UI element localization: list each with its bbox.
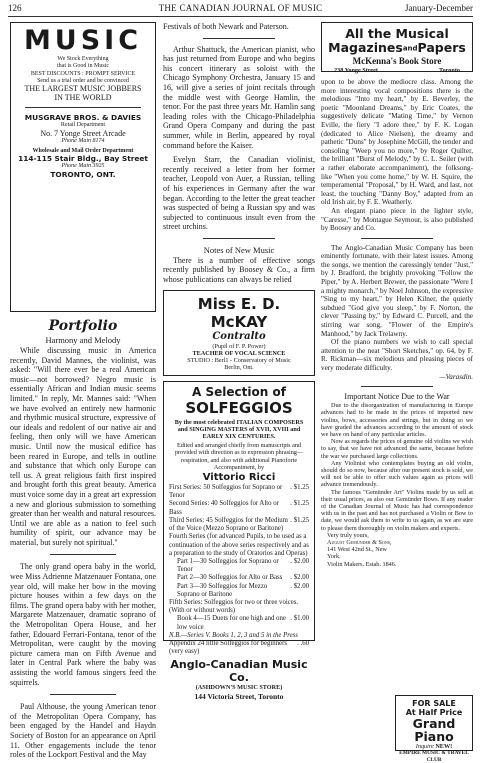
paragraph: Evelyn Starr, the Canadian violinist, recently received a letter from her former teacher, Leopold von Auer, a Russian, telling of his experiences in Germany after the war began. According to the letter the great teacher was suspected of being a Russian spy and was subjected to continuous insult even from the street urchins. xyxy=(163,155,315,232)
anglo-canadian-name: Anglo-Canadian Music Co. xyxy=(170,658,308,685)
portfolio-subheading: Harmony and Melody xyxy=(45,335,121,345)
retail-address: No. 7 Yonge Street Arcade xyxy=(40,128,126,138)
price-row-title: Fourth Series (for advanced Pupils, to be used as a continuation of the above series respectively and as a preparation to the study of Oratorios and Operas) xyxy=(169,533,309,557)
music-ad-line: BEST DISCOUNTS : PROMPT SERVICE xyxy=(30,71,136,78)
mckenna-store: McKenna's Book Store xyxy=(352,55,442,66)
divider xyxy=(361,238,433,239)
mckenna-magazines: Magazines xyxy=(328,40,403,55)
paragraph: upon to be above the mediocre class. Among the more interesting vocal compositions there is the melodious "Into my heart," by E. Beverley, the poetic "Moonland Dreams," by Eric Coates, the suggestively delicate "Mating Time," by Vernon Eville, the fiery "I adore thee," by F. K. Logan (dedicated to Alice Nielsen), the dreamy and pathetic "Duns" by Josephine McGill, the tender and consoling "Weep you no more," by Roger Quilter, the brilliant "Burst of Melody," by C. L. Seiler (with a rather elaborate accompaniment), the folksong-like "When you come home," by W. H. Squire, the temperamental "Proposal," by H. Ward, and last, not least, the touching "Danny Boy," adapted from an old Irish air, by F. E. Weatherly. xyxy=(321,78,473,207)
solfeggios-title: SOLFEGGIOS xyxy=(185,398,293,417)
sale-line2: At Half Price xyxy=(405,708,463,717)
signoff-line: Very truly yours, xyxy=(327,531,369,539)
price-row-price: . $1.25 xyxy=(290,484,309,492)
mckay-ad xyxy=(163,290,315,376)
price-row-title: Third Series: 45 Solfeggios for the Medium of the Voice (Mezzo Soprano or Baritone) xyxy=(169,516,288,533)
mckenna-ad xyxy=(321,22,473,72)
signoff-line: August Gemünder & Sons, xyxy=(327,539,392,547)
mckenna-city: Toronto xyxy=(439,66,460,74)
paragraph: Arthur Shattuck, the American pianist, who has just returned from Europe and who begins his concert itinerary as soloist with the Chicago Symphony Orchestra, January 15 and 16, will give a series of joint recitals through the middle west with George Hamlin, the tenor. For the past three years Mr. Hamlin sang leading roles with the Chicago-Philadelphia Grand Opera Company and during the past summer, while in Berlin, appeared by royal command before the Kaiser. xyxy=(163,44,315,150)
mckenna-line2 xyxy=(326,41,468,56)
retail-title: Retail Department xyxy=(60,122,106,129)
price-row xyxy=(169,583,309,599)
notes-heading: Notes of New Music xyxy=(203,244,275,255)
price-row-price: . .60 xyxy=(297,639,309,647)
solfeggios-edited: Edited and arranged chiefly from manuscripts and provided with direction as to expression phrasing—respiration, and also with additional Pianoforte Accompaniment, by xyxy=(174,442,304,471)
mckenna-line1: All the Musical xyxy=(345,26,449,41)
mckenna-address xyxy=(326,67,468,74)
signoff-line: Violin Makers. Estab. 1846. xyxy=(327,560,397,568)
signoff-line: 141 West 42nd St., New York. xyxy=(327,546,387,561)
header-rule xyxy=(8,16,473,17)
divider xyxy=(50,554,116,555)
price-row xyxy=(169,574,309,582)
city: TORONTO, ONT. xyxy=(50,169,116,179)
anglo-canadian-address: 144 Victoria Street, Toronto xyxy=(194,691,284,701)
price-row-title: First Series: 50 Solfeggios for Soprano or Tenor xyxy=(169,484,283,500)
price-row xyxy=(169,640,309,656)
music-ad-line: THE LARGEST MUSIC JOBBERS xyxy=(24,84,142,94)
mckay-teacher: TEACHER OF VOCAL SCIENCE xyxy=(192,349,286,357)
price-row-title: Second Series: 40 Solfeggios for Alto or Bass xyxy=(169,500,279,516)
mckay-voice: Contralto xyxy=(212,330,266,342)
price-row-title: Book 4—15 Duets for one high and one low voice xyxy=(177,615,286,631)
paragraph: The Anglo-Canadian Music Company has been eminently fortunate, with their latest issues. Among the songs, we mention the caressingly tender "Just," by J. Bradford, the brightly provoking "Follow the Piper," by A. Herbert Brewer, the passionate "Were I a mighty monarch," by Noel Johnson, the expressive "Sing to my heart," by Helen Kilner, the quietly subdued "God give you sleep," by F. Norton, the clever "Passing by," by Edward C. Purcell, and the stirring war song, "Flower of the Empire's Manhood," by Jack Trelawny. xyxy=(321,243,473,338)
price-row-title: Appendix 24 little Solfeggios for beginners (very easy) xyxy=(169,639,287,656)
price-row xyxy=(169,517,309,533)
paragraph: Any Violinist who contemplates buying an old violin, should do so now, because after our present stock is sold, we will not be able to offer such values again as prices will advance tremendously. xyxy=(321,459,473,489)
column-2 xyxy=(163,22,315,701)
notice-heading: Important Notice Due to the War xyxy=(344,392,450,402)
price-row-price: . $2.00 xyxy=(290,557,309,565)
paragraph: Of the piano numbers we wish to call special attention to the neat "Short Sketches," op. 64, by F. R. Rickman—six melodious and pleasing pieces of very moderate difficulty. xyxy=(321,338,473,372)
divider xyxy=(203,238,275,239)
sale-line1: FOR SALE xyxy=(412,699,456,708)
paragraph: There is a number of effective songs recently published by Boosey & Co., a firm whose publications can always be relied xyxy=(163,255,315,285)
price-row-price: . $2.00 xyxy=(290,582,309,590)
mckay-pupil: (Pupil of F. P. Power) xyxy=(212,342,266,350)
mckenna-street: 238 Yonge Street xyxy=(334,66,378,74)
solfeggios-editor: Vittorio Ricci xyxy=(202,472,276,484)
price-row-title: Fifth Series: Solfeggios for two or three voices. (With or without words) xyxy=(169,598,299,615)
solfeggios-by: By the most celebrated ITALIAN COMPOSERS and SINGING MASTERS of XVII, XVIII and EARLY XIX CENTURIES. xyxy=(174,418,304,441)
wholesale-address: 114-115 Stair Bldg., Bay Street xyxy=(18,154,148,164)
paragraph: Festivals of both Newark and Paterson. xyxy=(163,22,289,31)
wholesale-phone: Phone Main 3925 xyxy=(61,163,105,170)
music-ad-line: Send us a trial order and be convinced xyxy=(37,77,129,84)
paragraph: The famous "Gemünder Art" Violins made by us sell at their usual prices, as also our Gemünder Bows. If any reader of the Canadian Journal of Music has had correspondence with us in the past and has not purchased a Violin or Bow to date, we would ask them to write to us again, as we are sure to please them thoroughly on violin makers and experts. xyxy=(321,488,473,532)
divider xyxy=(25,107,141,108)
grand-piano-sale-ad xyxy=(395,695,473,763)
sale-new: NEW! xyxy=(435,743,453,750)
music-ad-line: IN THE WORLD xyxy=(54,93,112,103)
price-row xyxy=(169,615,309,631)
divider xyxy=(361,386,433,387)
mckenna-and: and xyxy=(402,44,418,53)
paragraph: Now as regards the prices of genuine old violins we wish to say, that we have not advanced the same, because before the war we purchased large collections. xyxy=(321,438,473,460)
paragraph: While discussing music in America recently, David Mannes, the violinist, was asked: "Will there ever be a real American music—not borrowed? Negro music is essentially African and Indian music seems limited." In reply, Mr. Mannes said: "When we have evolved an entirely new harmonic and rhythmic musical structure, expressive of our ideals and redolent of our native air and feeling, then only will we have American music. Until now the musical edifice has been reared in Europe, and tells in outline and substance that which only Europe can tell us. A great religious faith first inspired and brought forth this great beauty. America must voice some day in a great art expression a new and glorious submission to something greater than her wealth and natural resources. Until we are able as a nation to feel such humility of spirit, our advance may be material, but surely not spiritual." xyxy=(10,346,156,547)
price-row xyxy=(169,632,309,640)
paragraph: The only grand opera baby in the world, wee Miss Adrienne Matzenauer Fontana, one year old, will make her bow in the moving picture houses within a few days on the films. The grand opera baby with her mother, Margarete Matzenauer, dramatic soprano of the Metropolitan Opera House, and her father, Edouard Ferrari-Fontana, tenor of the Metropolitan, were caught by the moving picture camera man on Fifth Avenue and later in Central Park where the baby was assisting the world famous singers feed the squirrels. xyxy=(10,562,156,687)
page-number: 126 xyxy=(8,3,22,13)
paragraph: An elegant piano piece in the lighter style, "Caresse," by Montague Seymour, is also published by Boosey and Co. xyxy=(321,206,473,233)
paragraph: Due to the disorganization of manufacturing in Europe advances had to be made in the prices of imported new violins, bows, accessories and strings, but in doing so we have graded the advances according to the amount of stock we have on hand of any particular articles. xyxy=(321,402,473,438)
price-row-title: N.B.—Series V. Books 1, 2, 3 and 5 in the Press xyxy=(169,631,298,639)
company-name: MUSGRAVE BROS. & DAVIES xyxy=(24,113,142,123)
portfolio-heading: Portfolio xyxy=(48,318,118,334)
wholesale-title: Wholesale and Mail Order Department xyxy=(32,147,134,154)
column-3 xyxy=(321,22,473,568)
price-row xyxy=(169,500,309,516)
mckay-studio: STUDIO : Berl1 - Conservatory of Music xyxy=(187,357,291,365)
sale-line4 xyxy=(399,743,469,750)
page-header xyxy=(8,2,473,16)
sale-inquire: Inquire xyxy=(415,743,434,750)
signature: —Varasdin. xyxy=(439,372,473,381)
issue-date: January-December xyxy=(405,3,473,13)
notice-signoff xyxy=(321,532,397,568)
mckenna-papers: Papers xyxy=(417,40,466,55)
paragraph: Paul Althouse, the young American tenor of the Metropolitan Opera Company, has been engaged by the Handel and Haydn Society of Boston for an appearance on April 11. Other engagements include the tenor roles of the Lockport Festival and the May xyxy=(10,702,156,760)
solfeggios-price-list xyxy=(169,484,309,656)
mckay-city: Berlin, Ont. xyxy=(224,364,254,372)
column-1 xyxy=(10,22,156,760)
retail-phone: Phone Main 8174 xyxy=(61,137,105,144)
music-ad-title: MUSIC xyxy=(23,25,143,56)
anglo-canadian-sub: (ASHDOWN'S MUSIC STORE) xyxy=(195,684,283,692)
sale-line3: Grand Piano xyxy=(412,716,456,744)
solfeggios-title-line: A Selection of xyxy=(192,384,286,399)
music-ad-line: that is Good in Music xyxy=(57,62,109,69)
price-row-price: . $1.00 xyxy=(290,615,309,623)
price-row xyxy=(169,533,309,558)
price-row-title: Part 1—30 Solfeggios for Soprano or Tenor xyxy=(177,557,279,574)
price-row-price: . $2.00 xyxy=(290,574,309,582)
divider xyxy=(50,694,116,695)
price-row-price: . $1.25 xyxy=(290,500,309,508)
price-row-title: Part 3—30 Solfeggios for Mezzo Soprano or Baritone xyxy=(177,582,268,598)
price-row xyxy=(169,599,309,615)
journal-title: THE CANADIAN JOURNAL OF MUSIC xyxy=(158,3,323,13)
sale-line5: EMPIRE MUSIC & TRAVEL CLUB xyxy=(399,750,469,763)
price-row xyxy=(169,558,309,574)
mckay-name: Miss E. D. McKAY xyxy=(197,294,281,331)
price-row-title: Part 2—30 Solfeggios for Alto or Bass xyxy=(177,574,283,582)
price-row xyxy=(169,484,309,500)
divider xyxy=(203,38,275,39)
price-row-price: . $1.25 xyxy=(290,516,309,524)
solfeggios-ad xyxy=(163,381,315,701)
music-ad-line: We Stock Everything xyxy=(57,56,109,62)
musgrave-music-ad xyxy=(10,22,156,312)
